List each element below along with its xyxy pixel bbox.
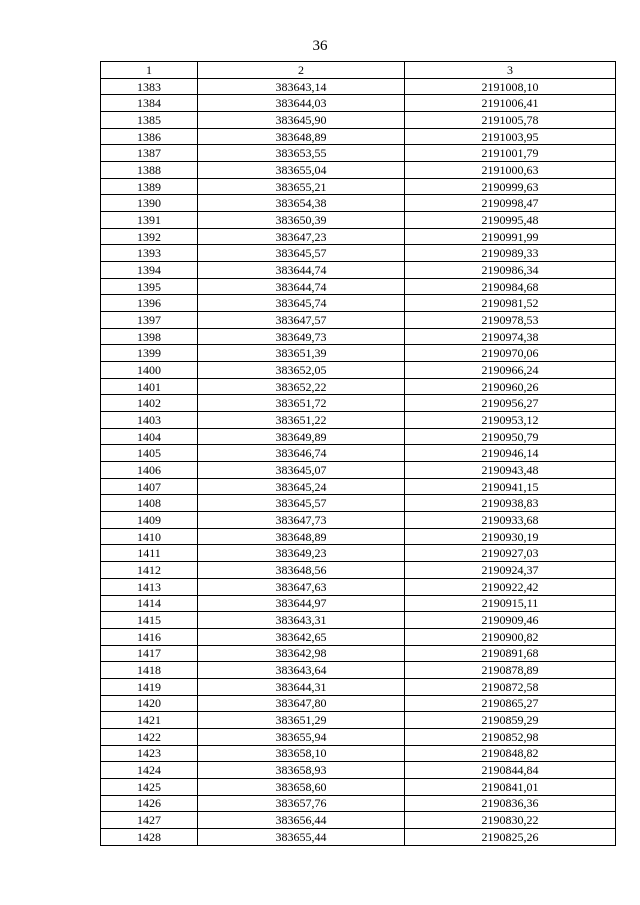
y-coordinate-cell: 2191000,63 xyxy=(405,162,616,179)
point-number-cell: 1406 xyxy=(101,462,198,479)
point-number-cell: 1423 xyxy=(101,745,198,762)
x-coordinate-cell: 383645,57 xyxy=(198,245,405,262)
table-row xyxy=(101,595,616,612)
y-coordinate-cell: 2190900,82 xyxy=(405,628,616,645)
point-number-cell: 1385 xyxy=(101,112,198,129)
x-coordinate-cell: 383646,74 xyxy=(198,445,405,462)
y-coordinate-cell: 2190956,27 xyxy=(405,395,616,412)
y-coordinate-cell: 2190984,68 xyxy=(405,278,616,295)
table-row xyxy=(101,612,616,629)
y-coordinate-cell: 2190960,26 xyxy=(405,378,616,395)
y-coordinate-cell: 2190938,83 xyxy=(405,495,616,512)
y-coordinate-cell: 2191005,78 xyxy=(405,112,616,129)
y-coordinate-cell: 2190830,22 xyxy=(405,812,616,829)
x-coordinate-cell: 383651,29 xyxy=(198,712,405,729)
point-number-cell: 1399 xyxy=(101,345,198,362)
table-row xyxy=(101,312,616,329)
y-coordinate-cell: 2190836,36 xyxy=(405,795,616,812)
y-coordinate-cell: 2190981,52 xyxy=(405,295,616,312)
table-row xyxy=(101,412,616,429)
y-coordinate-cell: 2191003,95 xyxy=(405,128,616,145)
y-coordinate-cell: 2190998,47 xyxy=(405,195,616,212)
x-coordinate-cell: 383647,73 xyxy=(198,512,405,529)
y-coordinate-cell: 2190966,24 xyxy=(405,362,616,379)
y-coordinate-cell: 2190953,12 xyxy=(405,412,616,429)
point-number-cell: 1394 xyxy=(101,262,198,279)
table-row xyxy=(101,762,616,779)
point-number-cell: 1409 xyxy=(101,512,198,529)
x-coordinate-cell: 383647,63 xyxy=(198,578,405,595)
point-number-cell: 1424 xyxy=(101,762,198,779)
y-coordinate-cell: 2190927,03 xyxy=(405,545,616,562)
table-row xyxy=(101,795,616,812)
y-coordinate-cell: 2191008,10 xyxy=(405,78,616,95)
x-coordinate-cell: 383644,97 xyxy=(198,595,405,612)
table-row xyxy=(101,745,616,762)
x-coordinate-cell: 383647,57 xyxy=(198,312,405,329)
point-number-cell: 1395 xyxy=(101,278,198,295)
x-coordinate-cell: 383644,74 xyxy=(198,278,405,295)
x-coordinate-cell: 383651,22 xyxy=(198,412,405,429)
x-coordinate-cell: 383655,04 xyxy=(198,162,405,179)
x-coordinate-cell: 383655,94 xyxy=(198,728,405,745)
point-number-cell: 1418 xyxy=(101,662,198,679)
table-row xyxy=(101,728,616,745)
point-number-cell: 1390 xyxy=(101,195,198,212)
table-body xyxy=(101,78,616,845)
point-number-cell: 1404 xyxy=(101,428,198,445)
x-coordinate-cell: 383648,89 xyxy=(198,128,405,145)
point-number-cell: 1413 xyxy=(101,578,198,595)
table-row xyxy=(101,495,616,512)
table-row xyxy=(101,512,616,529)
y-coordinate-cell: 2190859,29 xyxy=(405,712,616,729)
x-coordinate-cell: 383652,22 xyxy=(198,378,405,395)
point-number-cell: 1383 xyxy=(101,78,198,95)
x-coordinate-cell: 383642,65 xyxy=(198,628,405,645)
y-coordinate-cell: 2190974,38 xyxy=(405,328,616,345)
point-number-cell: 1411 xyxy=(101,545,198,562)
y-coordinate-cell: 2190844,84 xyxy=(405,762,616,779)
table-row xyxy=(101,95,616,112)
x-coordinate-cell: 383644,74 xyxy=(198,262,405,279)
y-coordinate-cell: 2190848,82 xyxy=(405,745,616,762)
y-coordinate-cell: 2190872,58 xyxy=(405,678,616,695)
y-coordinate-cell: 2190933,68 xyxy=(405,512,616,529)
x-coordinate-cell: 383650,39 xyxy=(198,212,405,229)
table-row xyxy=(101,128,616,145)
x-coordinate-cell: 383643,14 xyxy=(198,78,405,95)
x-coordinate-cell: 383655,21 xyxy=(198,178,405,195)
table-row xyxy=(101,562,616,579)
point-number-cell: 1416 xyxy=(101,628,198,645)
x-coordinate-cell: 383654,38 xyxy=(198,195,405,212)
y-coordinate-cell: 2190915,11 xyxy=(405,595,616,612)
x-coordinate-cell: 383647,23 xyxy=(198,228,405,245)
table-row xyxy=(101,678,616,695)
x-coordinate-cell: 383656,44 xyxy=(198,812,405,829)
table-row xyxy=(101,428,616,445)
table-row xyxy=(101,445,616,462)
table-row xyxy=(101,362,616,379)
y-coordinate-cell: 2191001,79 xyxy=(405,145,616,162)
table-row xyxy=(101,228,616,245)
coordinates-table xyxy=(100,61,616,846)
y-coordinate-cell: 2190950,79 xyxy=(405,428,616,445)
y-coordinate-cell: 2190986,34 xyxy=(405,262,616,279)
table-row xyxy=(101,278,616,295)
x-coordinate-cell: 383651,72 xyxy=(198,395,405,412)
table-row xyxy=(101,812,616,829)
y-coordinate-cell: 2190922,42 xyxy=(405,578,616,595)
x-coordinate-cell: 383655,44 xyxy=(198,828,405,845)
table-row xyxy=(101,345,616,362)
table-row xyxy=(101,778,616,795)
x-coordinate-cell: 383652,05 xyxy=(198,362,405,379)
table-row xyxy=(101,395,616,412)
point-number-cell: 1403 xyxy=(101,412,198,429)
y-coordinate-cell: 2190930,19 xyxy=(405,528,616,545)
x-coordinate-cell: 383643,64 xyxy=(198,662,405,679)
point-number-cell: 1417 xyxy=(101,645,198,662)
point-number-cell: 1421 xyxy=(101,712,198,729)
point-number-cell: 1391 xyxy=(101,212,198,229)
table-row xyxy=(101,295,616,312)
column-header-2: 2 xyxy=(198,62,405,79)
point-number-cell: 1398 xyxy=(101,328,198,345)
y-coordinate-cell: 2190978,53 xyxy=(405,312,616,329)
point-number-cell: 1389 xyxy=(101,178,198,195)
point-number-cell: 1384 xyxy=(101,95,198,112)
table-row xyxy=(101,262,616,279)
x-coordinate-cell: 383657,76 xyxy=(198,795,405,812)
y-coordinate-cell: 2190943,48 xyxy=(405,462,616,479)
point-number-cell: 1388 xyxy=(101,162,198,179)
table-row xyxy=(101,145,616,162)
point-number-cell: 1397 xyxy=(101,312,198,329)
point-number-cell: 1426 xyxy=(101,795,198,812)
table-row xyxy=(101,478,616,495)
point-number-cell: 1402 xyxy=(101,395,198,412)
y-coordinate-cell: 2190999,63 xyxy=(405,178,616,195)
x-coordinate-cell: 383645,57 xyxy=(198,495,405,512)
x-coordinate-cell: 383649,73 xyxy=(198,328,405,345)
table-row xyxy=(101,645,616,662)
table-row xyxy=(101,462,616,479)
table-row xyxy=(101,112,616,129)
x-coordinate-cell: 383648,56 xyxy=(198,562,405,579)
x-coordinate-cell: 383645,24 xyxy=(198,478,405,495)
table-row xyxy=(101,628,616,645)
x-coordinate-cell: 383653,55 xyxy=(198,145,405,162)
point-number-cell: 1422 xyxy=(101,728,198,745)
y-coordinate-cell: 2191006,41 xyxy=(405,95,616,112)
table-row xyxy=(101,78,616,95)
x-coordinate-cell: 383644,03 xyxy=(198,95,405,112)
column-header-1: 1 xyxy=(101,62,198,79)
table-row xyxy=(101,162,616,179)
y-coordinate-cell: 2190865,27 xyxy=(405,695,616,712)
point-number-cell: 1419 xyxy=(101,678,198,695)
y-coordinate-cell: 2190878,89 xyxy=(405,662,616,679)
y-coordinate-cell: 2190852,98 xyxy=(405,728,616,745)
y-coordinate-cell: 2190924,37 xyxy=(405,562,616,579)
table-row xyxy=(101,528,616,545)
page-number: 36 xyxy=(312,38,328,54)
table-row xyxy=(101,545,616,562)
x-coordinate-cell: 383645,90 xyxy=(198,112,405,129)
y-coordinate-cell: 2190909,46 xyxy=(405,612,616,629)
table-row xyxy=(101,328,616,345)
point-number-cell: 1408 xyxy=(101,495,198,512)
x-coordinate-cell: 383649,89 xyxy=(198,428,405,445)
table-row xyxy=(101,695,616,712)
x-coordinate-cell: 383647,80 xyxy=(198,695,405,712)
point-number-cell: 1401 xyxy=(101,378,198,395)
point-number-cell: 1407 xyxy=(101,478,198,495)
x-coordinate-cell: 383658,60 xyxy=(198,778,405,795)
table-row xyxy=(101,245,616,262)
table-row xyxy=(101,212,616,229)
point-number-cell: 1392 xyxy=(101,228,198,245)
point-number-cell: 1412 xyxy=(101,562,198,579)
x-coordinate-cell: 383642,98 xyxy=(198,645,405,662)
x-coordinate-cell: 383658,10 xyxy=(198,745,405,762)
y-coordinate-cell: 2190841,01 xyxy=(405,778,616,795)
point-number-cell: 1393 xyxy=(101,245,198,262)
x-coordinate-cell: 383644,31 xyxy=(198,678,405,695)
x-coordinate-cell: 383651,39 xyxy=(198,345,405,362)
table-row xyxy=(101,662,616,679)
point-number-cell: 1386 xyxy=(101,128,198,145)
y-coordinate-cell: 2190989,33 xyxy=(405,245,616,262)
point-number-cell: 1427 xyxy=(101,812,198,829)
table-row xyxy=(101,178,616,195)
column-header-3: 3 xyxy=(405,62,616,79)
table-row xyxy=(101,578,616,595)
point-number-cell: 1414 xyxy=(101,595,198,612)
table-row xyxy=(101,195,616,212)
table-header-row xyxy=(101,62,616,79)
point-number-cell: 1400 xyxy=(101,362,198,379)
point-number-cell: 1415 xyxy=(101,612,198,629)
table-row xyxy=(101,378,616,395)
y-coordinate-cell: 2190995,48 xyxy=(405,212,616,229)
y-coordinate-cell: 2190970,06 xyxy=(405,345,616,362)
x-coordinate-cell: 383658,93 xyxy=(198,762,405,779)
y-coordinate-cell: 2190825,26 xyxy=(405,828,616,845)
point-number-cell: 1387 xyxy=(101,145,198,162)
x-coordinate-cell: 383649,23 xyxy=(198,545,405,562)
x-coordinate-cell: 383648,89 xyxy=(198,528,405,545)
y-coordinate-cell: 2190991,99 xyxy=(405,228,616,245)
x-coordinate-cell: 383643,31 xyxy=(198,612,405,629)
table-row xyxy=(101,828,616,845)
point-number-cell: 1428 xyxy=(101,828,198,845)
table-row xyxy=(101,712,616,729)
point-number-cell: 1420 xyxy=(101,695,198,712)
point-number-cell: 1425 xyxy=(101,778,198,795)
x-coordinate-cell: 383645,07 xyxy=(198,462,405,479)
x-coordinate-cell: 383645,74 xyxy=(198,295,405,312)
point-number-cell: 1405 xyxy=(101,445,198,462)
y-coordinate-cell: 2190891,68 xyxy=(405,645,616,662)
y-coordinate-cell: 2190946,14 xyxy=(405,445,616,462)
point-number-cell: 1410 xyxy=(101,528,198,545)
point-number-cell: 1396 xyxy=(101,295,198,312)
y-coordinate-cell: 2190941,15 xyxy=(405,478,616,495)
